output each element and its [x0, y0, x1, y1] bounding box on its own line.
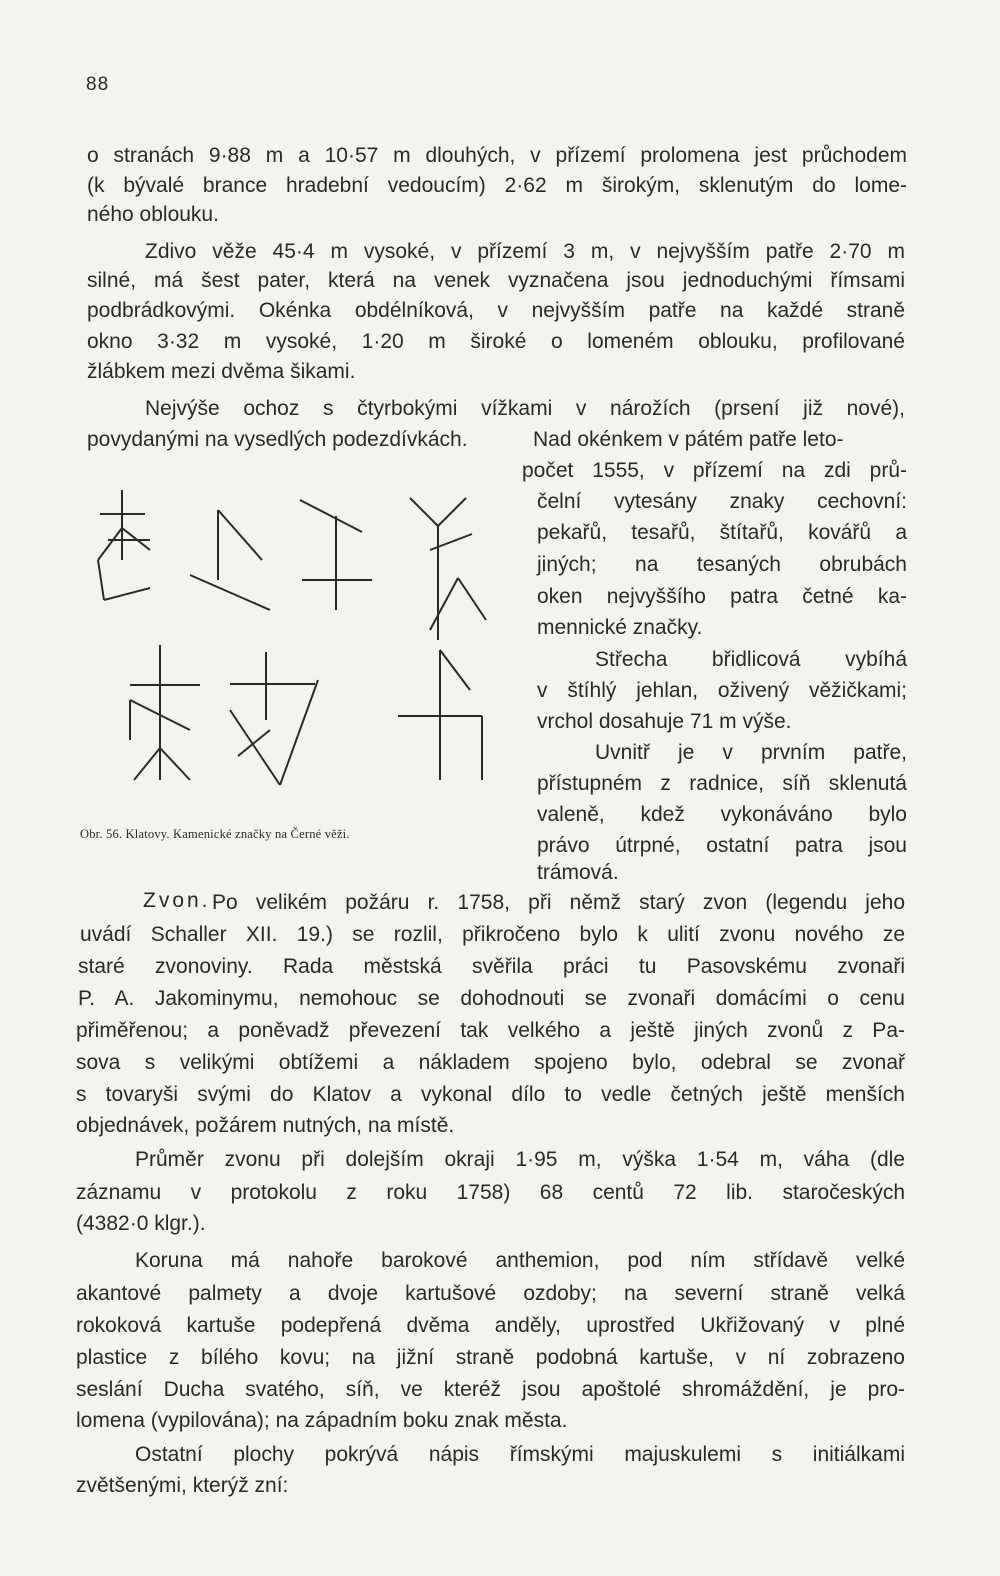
text-line: lomena (vypilována); na západním boku znak města.	[76, 1409, 568, 1432]
text-line: uvádí Schaller XII. 19.) se rozlil, přikročeno bylo k ulití zvonu nového ze	[80, 923, 905, 946]
text-line: o stranách 9·88 m a 10·57 m dlouhých, v přízemí prolomena jest průchodem	[87, 144, 907, 167]
mason-mark-6	[230, 652, 318, 785]
text-line: v štíhlý jehlan, oživený věžičkami;	[537, 679, 907, 702]
text-line: povydanými na vysedlých podezdívkách.	[87, 428, 468, 451]
text-line: Zdivo věže 45·4 m vysoké, v přízemí 3 m, v nejvyšším patře 2·70 m	[145, 240, 905, 263]
text-line: valeně, kdež vykonáváno bylo	[537, 803, 907, 826]
text-line: počet 1555, v přízemí na zdi prů-	[522, 459, 907, 482]
text-line: okno 3·32 m vysoké, 1·20 m široké o lomeném oblouku, profilované	[87, 330, 905, 353]
section-heading: Zvon.	[143, 889, 211, 912]
mason-mark-3	[300, 500, 372, 610]
text-line: podbrádkovými. Okénka obdélníková, v nejvyšším patře na každé straně	[87, 299, 905, 322]
text-line: Průměr zvonu při dolejším okraji 1·95 m, výška 1·54 m, váha (dle	[135, 1148, 905, 1171]
text-line: přístupném z radnice, síň sklenutá	[537, 772, 907, 795]
mason-marks-figure	[90, 480, 510, 810]
text-line: trámová.	[537, 861, 619, 884]
text-line: oken nejvyššího patra četné ka-	[537, 585, 907, 608]
text-line: Po velikém požáru r. 1758, při němž starý zvon (legendu jeho	[212, 891, 905, 914]
text-line: mennické značky.	[537, 616, 703, 639]
text-line: silné, má šest pater, která na venek vyznačena jsou jednoduchými římsami	[87, 269, 905, 292]
text-line: pekařů, tesařů, štítařů, kovářů a	[537, 521, 907, 544]
mason-mark-4	[410, 498, 486, 640]
text-line: Nejvýše ochoz s čtyrbokými vížkami v nárožích (prsení již nové),	[145, 397, 905, 420]
text-line: záznamu v protokolu z roku 1758) 68 centů 72 lib. staročeských	[76, 1181, 905, 1204]
text-line: přiměřenou; a poněvadž převezení tak velkého a ještě jiných zvonů z Pa-	[76, 1019, 905, 1042]
mason-mark-1	[98, 490, 150, 600]
text-line: Ostatní plochy pokrývá nápis římskými majuskulemi s initiálkami	[135, 1443, 905, 1466]
text-line: P. A. Jakominymu, nemohouc se dohodnouti se zvonaři domácími o cenu	[78, 987, 905, 1010]
text-line: čelní vytesány znaky cechovní:	[537, 490, 907, 513]
mason-mark-7	[398, 650, 482, 780]
text-line: Nad okénkem v pátém patře leto-	[533, 428, 844, 451]
text-line: vrchol dosahuje 71 m výše.	[537, 710, 792, 733]
text-line: Uvnitř je v prvním patře,	[595, 741, 907, 764]
mason-mark-2	[190, 510, 270, 610]
text-line: s tovaryši svými do Klatov a vykonal dílo to vedle četných ještě menších	[76, 1083, 905, 1106]
mason-mark-5	[130, 645, 200, 780]
text-line: právo útrpné, ostatní patra jsou	[537, 834, 907, 857]
text-line: sova s velikými obtížemi a nákladem spojeno bylo, odebral se zvonař	[76, 1051, 905, 1074]
text-line: (k bývalé brance hradební vedoucím) 2·62 m širokým, sklenutým do lome-	[87, 174, 907, 197]
text-line: (4382·0 klgr.).	[76, 1212, 206, 1235]
text-line: Střecha břidlicová vybíhá	[595, 648, 907, 671]
text-line: objednávek, požárem nutných, na místě.	[76, 1114, 455, 1137]
text-line: žlábkem mezi dvěma šikami.	[87, 360, 356, 383]
text-line: Koruna má nahoře barokové anthemion, pod ním střídavě velké	[135, 1249, 905, 1272]
text-line: staré zvonoviny. Rada městská svěřila práci tu Pasovskému zvonaři	[78, 955, 905, 978]
text-line: seslání Ducha svatého, síň, ve kteréž jsou apoštolé shromáždění, je pro-	[76, 1378, 905, 1401]
figure-caption: Obr. 56. Klatovy. Kamenické značky na Černé věži.	[80, 827, 350, 841]
text-line: rokoková kartuše podepřená dvěma anděly, uprostřed Ukřižovaný v plné	[76, 1314, 905, 1337]
text-line: jiných; na tesaných obrubách	[537, 553, 907, 576]
page-number: 88	[86, 74, 110, 95]
text-line: ného oblouku.	[87, 203, 219, 226]
text-line: plastice z bílého kovu; na jižní straně podobná kartuše, v ní zobrazeno	[76, 1346, 905, 1369]
text-line: zvětšenými, kterýž zní:	[76, 1474, 289, 1497]
text-line: akantové palmety a dvoje kartušové ozdoby; na severní straně velká	[76, 1282, 905, 1305]
